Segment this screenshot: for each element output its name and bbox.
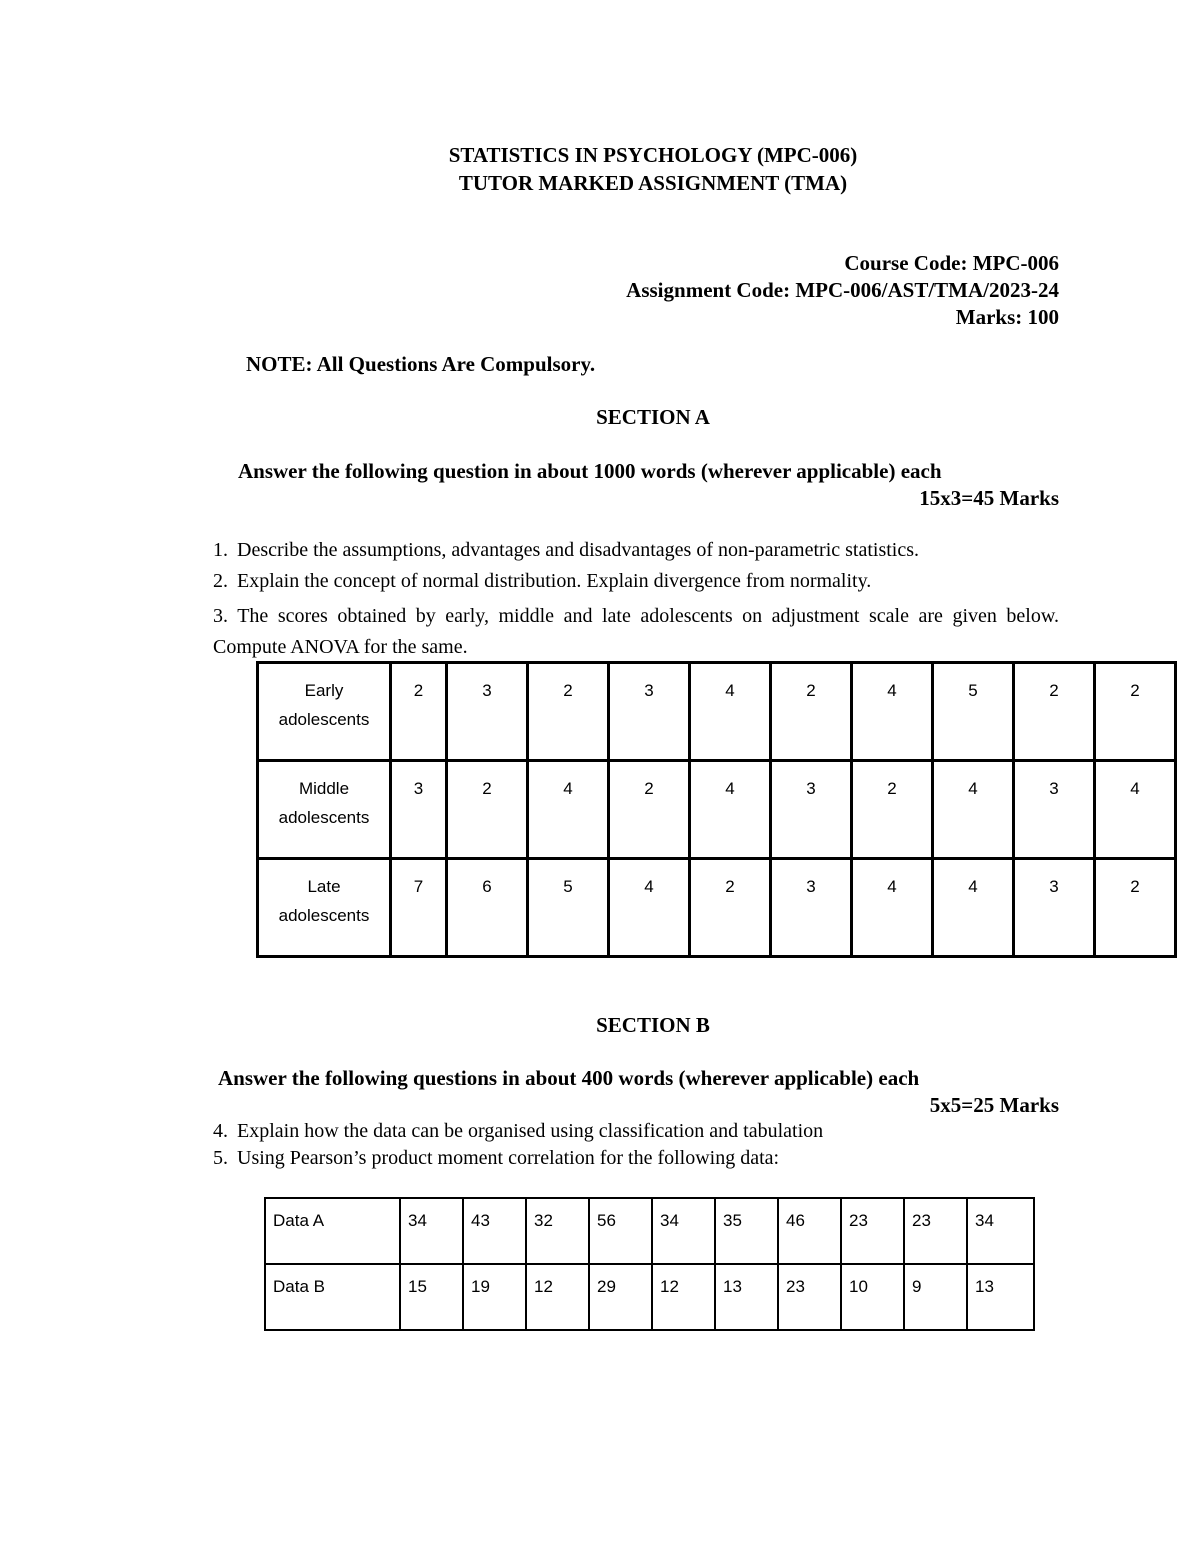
table-cell: 5 <box>933 663 1014 761</box>
table-cell: 2 <box>771 663 852 761</box>
table-cell: 2 <box>609 761 690 859</box>
table-cell: 3 <box>1014 859 1095 957</box>
table-cell: 4 <box>852 663 933 761</box>
table-cell: 5 <box>528 859 609 957</box>
question-number: 3. <box>213 605 228 627</box>
table-cell: 4 <box>528 761 609 859</box>
table-cell: 3 <box>391 761 447 859</box>
document-subtitle: TUTOR MARKED ASSIGNMENT (TMA) <box>458 171 848 195</box>
correlation-table <box>264 1197 1035 1331</box>
table-row <box>265 1198 1034 1264</box>
table-cell: 34 <box>400 1198 463 1264</box>
total-marks: Marks: 100 <box>955 305 1059 329</box>
table-cell: 4 <box>852 859 933 957</box>
table-cell: 4 <box>933 761 1014 859</box>
question-2 <box>213 570 871 593</box>
section-a-instruction: Answer the following question in about 1000 words (wherever applicable) each <box>238 459 942 483</box>
question-5 <box>213 1147 779 1170</box>
table-row <box>258 663 1176 761</box>
section-a-heading: SECTION A <box>596 405 710 429</box>
table-cell: 3 <box>771 761 852 859</box>
question-text: Describe the assumptions, advantages and disadvantages of non-parametric statistics. <box>237 539 920 561</box>
data-label: Data A <box>265 1198 400 1264</box>
note: NOTE: All Questions Are Compulsory. <box>246 352 596 376</box>
section-b-heading: SECTION B <box>596 1013 710 1037</box>
table-cell: 32 <box>526 1198 589 1264</box>
table-row <box>258 761 1176 859</box>
question-text: Explain how the data can be organised using classification and tabulation <box>237 1120 824 1142</box>
table-cell: 35 <box>715 1198 778 1264</box>
table-cell: 2 <box>1095 859 1176 957</box>
question-number: 4. <box>213 1120 228 1142</box>
question-text: Explain the concept of normal distribution. Explain divergence from normality. <box>237 570 872 592</box>
course-code: Course Code: MPC-006 <box>844 251 1059 275</box>
table-row <box>258 859 1176 957</box>
table-cell: 12 <box>652 1264 715 1330</box>
table-cell: 56 <box>589 1198 652 1264</box>
table-cell: 2 <box>447 761 528 859</box>
table-cell: 46 <box>778 1198 841 1264</box>
table-cell: 2 <box>690 859 771 957</box>
question-number: 5. <box>213 1147 228 1169</box>
document-title: STATISTICS IN PSYCHOLOGY (MPC-006) <box>448 143 858 167</box>
anova-table <box>256 661 1177 958</box>
section-b-instruction: Answer the following questions in about 400 words (wherever applicable) each <box>218 1066 920 1090</box>
table-cell: 6 <box>447 859 528 957</box>
group-label: Middle adolescents <box>258 761 391 859</box>
question-1 <box>213 539 919 562</box>
table-cell: 3 <box>609 663 690 761</box>
table-cell: 4 <box>690 761 771 859</box>
table-cell: 2 <box>1095 663 1176 761</box>
table-cell: 15 <box>400 1264 463 1330</box>
section-a-marks: 15x3=45 Marks <box>919 486 1059 510</box>
table-cell: 3 <box>1014 761 1095 859</box>
assignment-code: Assignment Code: MPC-006/AST/TMA/2023-24 <box>626 278 1059 302</box>
question-text: The scores obtained by early, middle and late adolescents on adjustment scale are given below. Compute ANOVA for the same. <box>213 605 1059 658</box>
table-cell: 4 <box>1095 761 1176 859</box>
table-cell: 2 <box>1014 663 1095 761</box>
table-cell: 23 <box>904 1198 967 1264</box>
table-cell: 12 <box>526 1264 589 1330</box>
table-cell: 2 <box>528 663 609 761</box>
question-text: Using Pearson’s product moment correlation for the following data: <box>237 1147 780 1169</box>
table-cell: 9 <box>904 1264 967 1330</box>
question-3 <box>213 601 1059 663</box>
question-number: 1. <box>213 539 228 561</box>
table-cell: 4 <box>690 663 771 761</box>
question-number: 2. <box>213 570 228 592</box>
table-cell: 4 <box>609 859 690 957</box>
table-cell: 2 <box>852 761 933 859</box>
table-cell: 10 <box>841 1264 904 1330</box>
section-b-marks: 5x5=25 Marks <box>929 1093 1059 1117</box>
table-cell: 23 <box>841 1198 904 1264</box>
data-label: Data B <box>265 1264 400 1330</box>
table-cell: 4 <box>933 859 1014 957</box>
group-label: Late adolescents <box>258 859 391 957</box>
table-cell: 7 <box>391 859 447 957</box>
table-cell: 3 <box>447 663 528 761</box>
table-cell: 13 <box>967 1264 1034 1330</box>
table-cell: 2 <box>391 663 447 761</box>
table-cell: 29 <box>589 1264 652 1330</box>
table-cell: 23 <box>778 1264 841 1330</box>
table-row <box>265 1264 1034 1330</box>
group-label: Early adolescents <box>258 663 391 761</box>
table-cell: 34 <box>652 1198 715 1264</box>
table-cell: 13 <box>715 1264 778 1330</box>
table-cell: 3 <box>771 859 852 957</box>
table-cell: 43 <box>463 1198 526 1264</box>
table-cell: 19 <box>463 1264 526 1330</box>
table-cell: 34 <box>967 1198 1034 1264</box>
question-4 <box>213 1120 823 1143</box>
